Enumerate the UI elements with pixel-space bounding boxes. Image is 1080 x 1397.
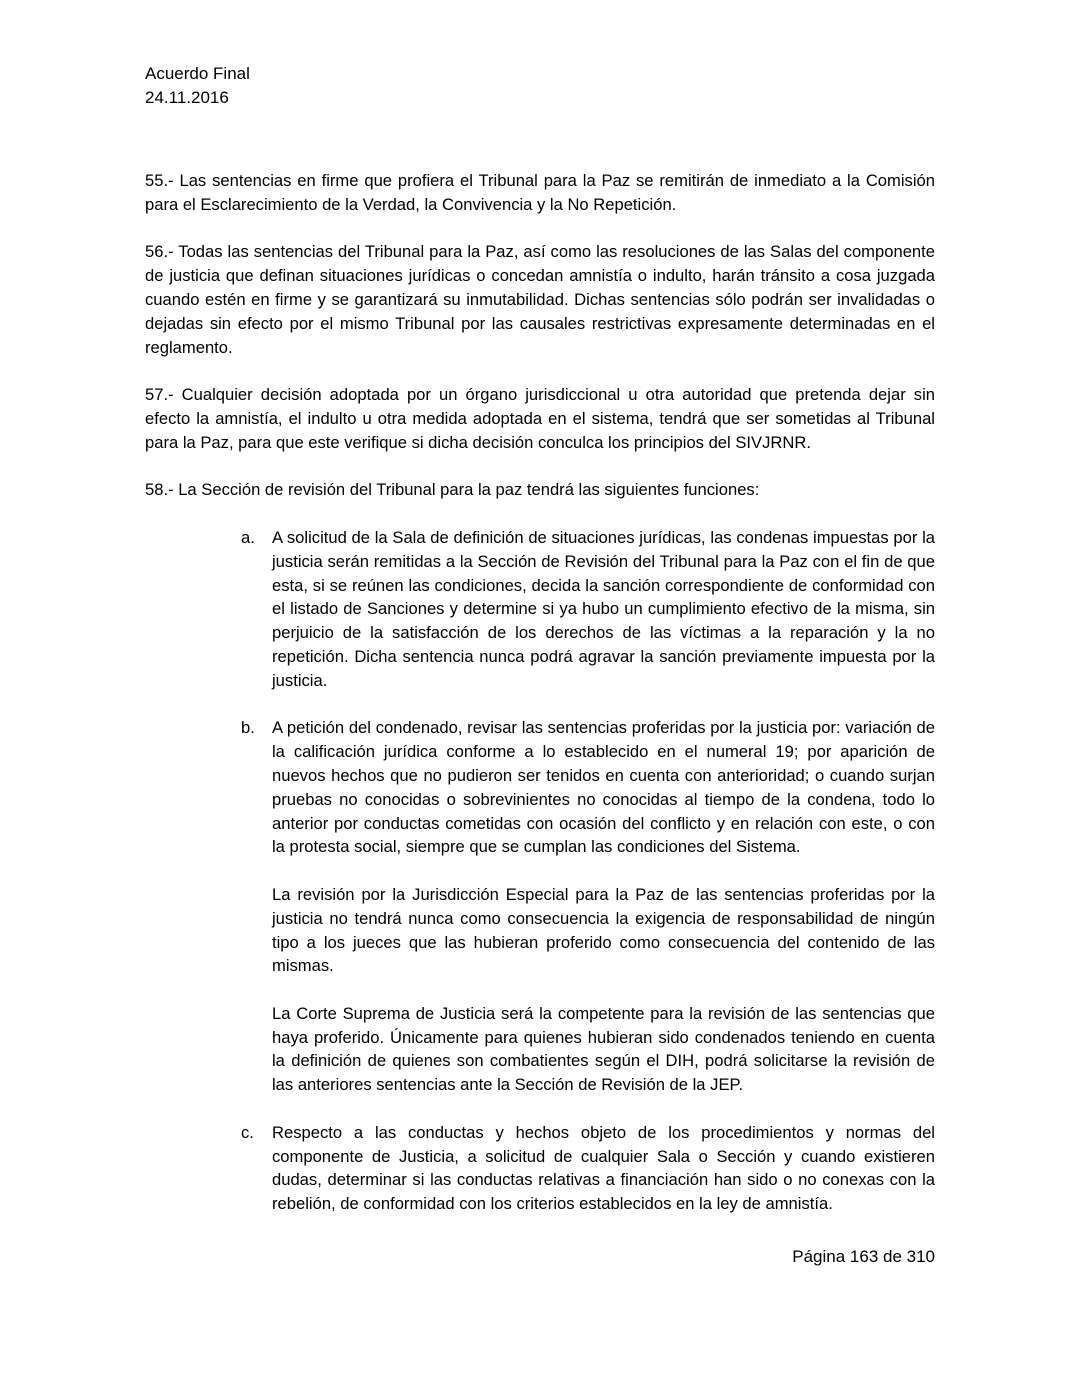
- list-item-a-body: [272, 526, 935, 693]
- list-item-a: [145, 526, 935, 693]
- page-header: [145, 62, 250, 110]
- list-item-c-text: Respecto a las conductas y hechos objeto de los procedimientos y normas del componente de Justicia, a solicitud de cualquier Sala o Sección y cuando existieren dudas, determinar si las conductas relativas a financiación han sido o no conexas con la rebelión, de conformidad con los criterios establecidos en la ley de amnistía.: [272, 1122, 935, 1214]
- document-date: 24.11.2016: [145, 88, 229, 107]
- list-marker-a: a.: [241, 527, 255, 547]
- list-item-b-text-3: La Corte Suprema de Justicia será la competente para la revisión de las sentencias que haya proferido. Únicamente para quienes hubieran sido condenados teniendo en cuenta la definición de quienes son combatientes según el DIH, podrá solicitarse la revisión de las anteriores sentencias ante la Sección de Revisión de la JEP.: [272, 1003, 935, 1095]
- list-marker-c: c.: [241, 1122, 254, 1142]
- paragraph-57: 57.- Cualquier decisión adoptada por un órgano jurisdiccional u otra autoridad que pretenda dejar sin efecto la amnistía, el indulto u otra medida adoptada en el sistema, tendrá que ser sometidas al Tribunal para la Paz, para que este verifique si dicha decisión conculca los principios del SIVJRNR.: [145, 385, 935, 452]
- list-item-b-text-1: A petición del condenado, revisar las sentencias proferidas por la justicia por: variación de la calificación jurídica conforme a lo establecido en el numeral 19; por aparición de nuevos hechos que no pudieron ser tenidos en cuenta con anterioridad; o cuando surjan pruebas no conocidas o sobrevinientes no conocidas al tiempo de la condena, todo lo anterior por conductas cometidas con ocasión del conflicto y en relación con este, o con la protesta social, siempre que se cumplan las condiciones del Sistema.: [272, 718, 935, 857]
- list-item-b: [145, 716, 935, 1097]
- list-item-b-body: [272, 716, 935, 1097]
- list-marker-b: b.: [241, 718, 255, 738]
- functions-list: [145, 526, 935, 1216]
- list-item-b-text-2: La revisión por la Jurisdicción Especial para la Paz de las sentencias proferidas por la justicia no tendrá nunca como consecuencia la exigencia de responsabilidad de ningún tipo a los jueces que las hubieran proferido como consecuencia del contenido de las mismas.: [272, 884, 935, 976]
- paragraph-55: 55.- Las sentencias en firme que profiera el Tribunal para la Paz se remitirán de inmediato a la Comisión para el Esclarecimiento de la Verdad, la Convivencia y la No Repetición.: [145, 171, 935, 214]
- list-item-a-text: A solicitud de la Sala de definición de situaciones jurídicas, las condenas impuestas por la justicia serán remitidas a la Sección de Revisión del Tribunal para la Paz con el fin de que esta, si se reúnen las condiciones, decida la sanción correspondiente de conformidad con el listado de Sanciones y determine si ya hubo un cumplimiento efectivo de la misma, sin perjuicio de la satisfacción de los derechos de las víctimas a la reparación y la no repetición. Dicha sentencia nunca podrá agravar la sanción previamente impuesta por la justicia.: [272, 527, 935, 690]
- paragraph-58: 58.- La Sección de revisión del Tribunal para la paz tendrá las siguientes funciones:: [145, 480, 760, 500]
- paragraph-56: 56.- Todas las sentencias del Tribunal para la Paz, así como las resoluciones de las Salas del componente de justicia que definan situaciones jurídicas o concedan amnistía o indulto, harán tránsito a cosa juzgada cuando estén en firme y se garantizará su inmutabilidad. Dichas sentencias sólo podrán ser invalidadas o dejadas sin efecto por el mismo Tribunal por las causales restrictivas expresamente determinadas en el reglamento.: [145, 242, 935, 357]
- list-item-c: [145, 1121, 935, 1216]
- document-title: Acuerdo Final: [145, 64, 250, 83]
- document-body: [145, 169, 935, 1240]
- page-number: Página 163 de 310: [792, 1247, 935, 1266]
- list-item-c-body: [272, 1121, 935, 1216]
